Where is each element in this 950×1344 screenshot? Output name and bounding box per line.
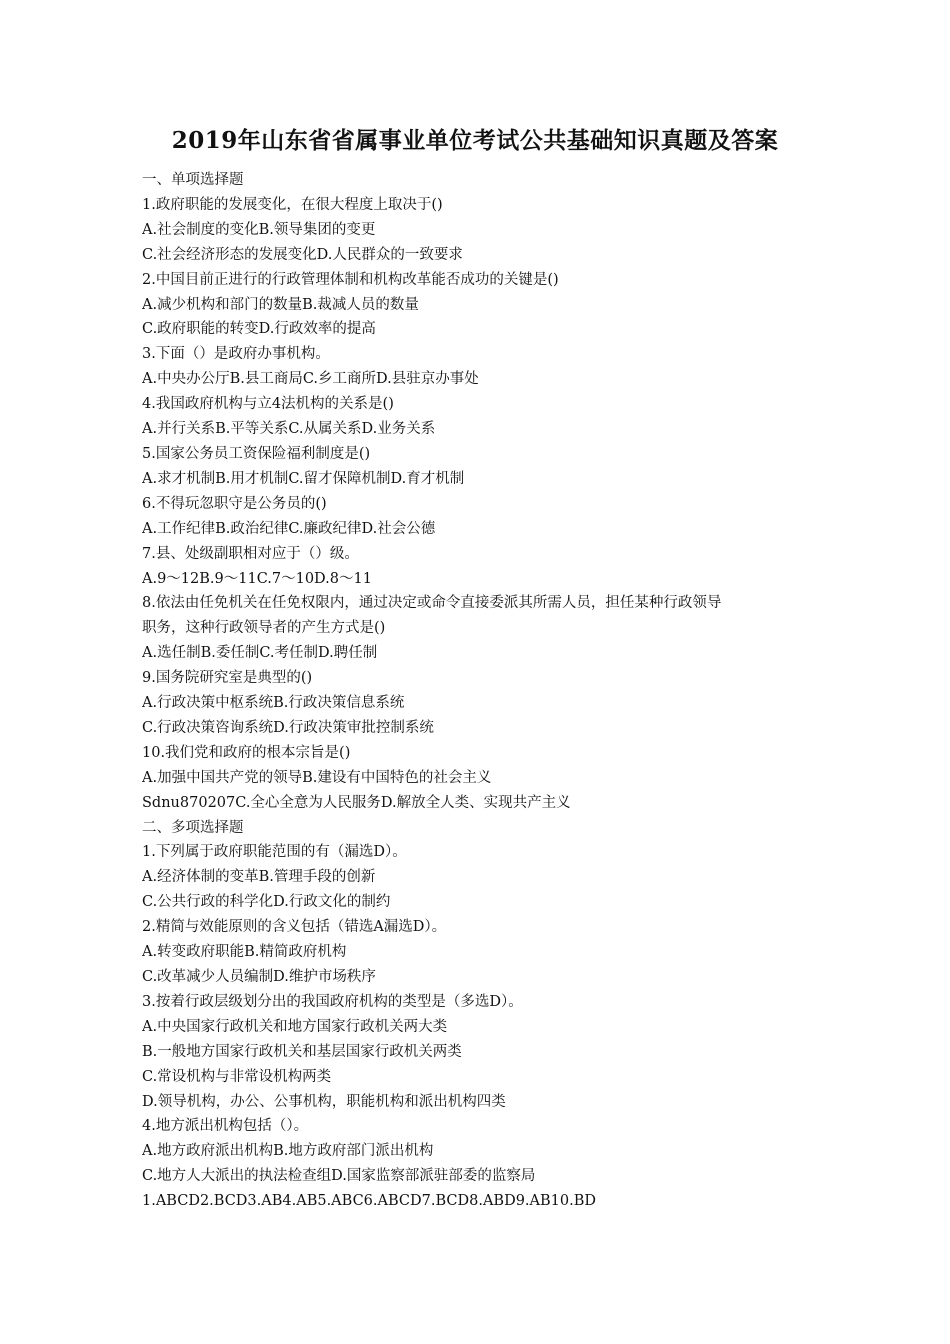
document-title: 2019年山东省省属事业单位考试公共基础知识真题及答案 — [171, 127, 779, 154]
text-line: A.中央办公厅B.县工商局C.乡工商所D.县驻京办事处 — [142, 371, 479, 388]
text-line: A.9～12B.9～11C.7～10D.8～11 — [142, 570, 372, 587]
text-line: A.社会制度的变化B.领导集团的变更 — [142, 221, 376, 238]
text-line: A.并行关系B.平等关系C.从属关系D.业务关系 — [142, 421, 436, 438]
text-line: A.经济体制的变革B.管理手段的创新 — [142, 869, 376, 886]
text-line: C.行政决策咨询系统D.行政决策审批控制系统 — [142, 719, 434, 736]
text-line: 一、单项选择题 — [142, 172, 244, 188]
text-line: 10.我们党和政府的根本宗旨是() — [142, 744, 351, 761]
text-line: 3.按着行政层级划分出的我国政府机构的类型是（多选D）。 — [142, 993, 523, 1010]
text-line: A.行政决策中枢系统B.行政决策信息系统 — [142, 695, 405, 712]
text-line: C.地方人大派出的执法检查组D.国家监察部派驻部委的监察局 — [142, 1168, 536, 1185]
text-line: C.社会经济形态的发展变化D.人民群众的一致要求 — [142, 246, 463, 263]
text-line: 9.国务院研究室是典型的() — [142, 670, 313, 687]
text-line: 3.下面（）是政府办事机构。 — [142, 346, 330, 363]
text-line: 2.中国目前正进行的行政管理体制和机构改革能否成功的关键是() — [142, 271, 559, 288]
text-line: 5.国家公务员工资保险福利制度是() — [142, 445, 371, 462]
text-line: 7.县、处级副职相对应于（）级。 — [142, 545, 359, 562]
text-line: C.改革减少人员编制D.维护市场秩序 — [142, 969, 376, 985]
text-line: D.领导机构，办公、公事机构，职能机构和派出机构四类 — [142, 1093, 506, 1110]
text-line: 职务，这种行政领导者的产生方式是() — [142, 620, 386, 637]
text-line: 1.下列属于政府职能范围的有（漏选D）。 — [142, 844, 407, 861]
text-line: 2.精简与效能原则的含义包括（错选A漏选D）。 — [142, 919, 447, 936]
text-line: A.中央国家行政机关和地方国家行政机关两大类 — [142, 1018, 448, 1035]
text-line: C.政府职能的转变D.行政效率的提高 — [142, 321, 376, 338]
text-line: 6.不得玩忽职守是公务员的() — [142, 495, 327, 512]
text-line: A.加强中国共产党的领导B.建设有中国特色的社会主义 — [142, 769, 492, 786]
text-line: 4.我国政府机构与立4法机构的关系是() — [142, 396, 394, 413]
text-line: 二、多项选择题 — [142, 819, 244, 836]
text-line: A.工作纪律B.政治纪律C.廉政纪律D.社会公德 — [142, 520, 436, 537]
text-line: C.公共行政的科学化D.行政文化的制约 — [142, 894, 391, 911]
text-line: A.求才机制B.用才机制C.留才保障机制D.育才机制 — [142, 470, 465, 487]
text-line: A.转变政府职能B.精简政府机构 — [142, 944, 347, 961]
text-line: A.选任制B.委任制C.考任制D.聘任制 — [142, 645, 378, 662]
text-line: 1.ABCD2.BCD3.AB4.AB5.ABC6.ABCD7.BCD8.ABD9.AB10.BD — [142, 1193, 596, 1210]
text-line: 8.依法由任免机关在任免权限内，通过决定或命令直接委派其所需人员，担任某种行政领导 — [142, 595, 722, 612]
text-line: B.一般地方国家行政机关和基层国家行政机关两类 — [142, 1043, 462, 1060]
text-line: 4.地方派出机构包括（）。 — [142, 1118, 309, 1135]
text-line: 1.政府职能的发展变化，在很大程度上取决于() — [142, 196, 443, 213]
document-body — [142, 168, 822, 1214]
text-line: A.减少机构和部门的数量B.裁减人员的数量 — [142, 296, 419, 313]
text-line: A.地方政府派出机构B.地方政府部门派出机构 — [142, 1143, 434, 1160]
text-line: Sdnu870207C.全心全意为人民服务D.解放全人类、实现共产主义 — [142, 794, 571, 811]
text-line: C.常设机构与非常设机构两类 — [142, 1068, 332, 1085]
